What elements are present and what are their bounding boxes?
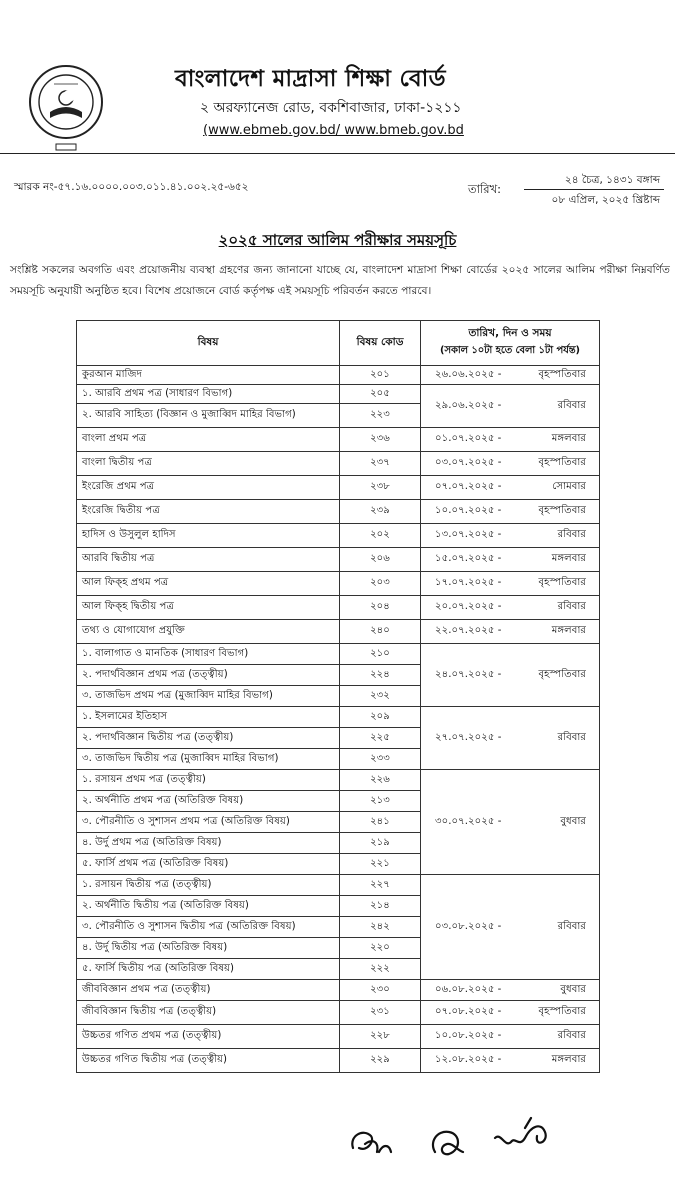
board-address: ২ অরফ্যানেজ রোড, বকশিবাজার, ঢাকা-১২১১ [200, 100, 462, 116]
table-row [77, 1025, 600, 1049]
header-divider [0, 153, 675, 154]
code-cell: ২০৯ [340, 707, 421, 728]
schedule-cell [421, 1001, 600, 1025]
signature-2 [433, 1132, 463, 1154]
table-row [77, 620, 600, 644]
signature-1 [352, 1133, 391, 1152]
exam-day: রবিবার [557, 601, 586, 612]
schedule-cell [421, 524, 600, 548]
subject-cell: ১. আরবি প্রথম পত্র (সাধারণ বিভাগ) [77, 385, 340, 404]
subject-cell: ৪. উর্দু প্রথম পত্র (অতিরিক্ত বিষয়) [77, 833, 340, 854]
exam-day: রবিবার [557, 529, 586, 540]
header-time: (সকাল ১০টা হতে বেলা ১টা পর্যন্ত) [440, 345, 580, 356]
exam-day: মঙ্গলবার [551, 625, 586, 636]
board-name: বাংলাদেশ মাদ্রাসা শিক্ষা বোর্ড [175, 66, 446, 92]
exam-date: ০৩.০৭.২০২৫ - [435, 457, 502, 468]
code-cell: ২০৫ [340, 385, 421, 404]
subject-cell: জীববিজ্ঞান প্রথম পত্র (তত্ত্বীয়) [77, 980, 340, 1001]
intro-paragraph: সংশ্লিষ্ট সকলের অবগতি এবং প্রয়োজনীয় ব্যবস্থা গ্রহণের জন্য জানানো যাচ্ছে যে, বাংলাদেশ মাদ্রাসা শিক্ষা বোর্ডের ২০২৫ সালের আলিম পরীক্ষা নিম্নবর্ণিত সময়সূচি অনুযায়ী অনুষ্ঠিত হবে। বিশেষ প্রয়োজনে বোর্ড কর্তৃপক্ষ এই সময়সূচি পরিবর্তন করতে পারবে। [10, 264, 670, 297]
exam-day: বুধবার [560, 983, 586, 995]
subject-cell: ১. রসায়ন দ্বিতীয় পত্র (তত্ত্বীয়) [77, 875, 340, 896]
schedule-cell [421, 572, 600, 596]
code-cell: ২২৫ [340, 728, 421, 749]
table-row [77, 980, 600, 1001]
exam-date: ০৭.০৭.২০২৫ - [435, 481, 502, 492]
code-cell: ২২৭ [340, 875, 421, 896]
table-row [77, 452, 600, 476]
exam-day: রবিবার [557, 399, 586, 411]
subject-cell: ইংরেজি প্রথম পত্র [77, 476, 340, 500]
table-header-row [77, 321, 600, 366]
date-divider [524, 189, 664, 190]
exam-date: ০৩.০৮.২০২৫ - [435, 920, 502, 932]
schedule-cell [421, 620, 600, 644]
subject-cell: উচ্চতর গণিত প্রথম পত্র (তত্ত্বীয়) [77, 1025, 340, 1049]
exam-day: রবিবার [557, 920, 586, 932]
date-english: ০৮ এপ্রিল, ২০২৫ খ্রিষ্টাব্দ [551, 194, 660, 206]
schedule-cell [421, 596, 600, 620]
exam-day: বৃহস্পতিবার [538, 457, 586, 468]
subject-cell: হাদিস ও উসুলুল হাদিস [77, 524, 340, 548]
schedule-cell [421, 644, 600, 707]
subject-cell: ১. রসায়ন প্রথম পত্র (তত্ত্বীয়) [77, 770, 340, 791]
code-cell: ২০১ [340, 366, 421, 385]
exam-date: ৩০.০৭.২০২৫ - [435, 815, 502, 827]
exam-date: ২২.০৭.২০২৫ - [435, 625, 502, 636]
subject-cell: আল ফিক্হ দ্বিতীয় পত্র [77, 596, 340, 620]
code-cell: ২৩২ [340, 686, 421, 707]
exam-date: ১০.০৭.২০২৫ - [435, 505, 502, 516]
table-row [77, 707, 600, 728]
table-row [77, 1001, 600, 1025]
table-row [77, 524, 600, 548]
subject-cell: আল ফিক্হ প্রথম পত্র [77, 572, 340, 596]
memo-number: স্মারক নং-৫৭.১৬.০০০০.০০৩.০১১.৪১.০০২.২৫-৬৫২ [14, 181, 249, 193]
subject-cell: ৩. পৌরনীতি ও সুশাসন দ্বিতীয় পত্র (অতিরিক্ত বিষয়) [77, 917, 340, 938]
subject-cell: ২. পদার্থবিজ্ঞান দ্বিতীয় পত্র (তত্ত্বীয়) [77, 728, 340, 749]
subject-cell: ২. অর্থনীতি দ্বিতীয় পত্র (অতিরিক্ত বিষয়) [77, 896, 340, 917]
code-cell: ২০৪ [340, 596, 421, 620]
exam-day: রবিবার [557, 731, 586, 743]
subject-cell: বাংলা দ্বিতীয় পত্র [77, 452, 340, 476]
code-cell: ২২৮ [340, 1025, 421, 1049]
table-row [77, 1049, 600, 1073]
subject-cell: ২. পদার্থবিজ্ঞান প্রথম পত্র (তত্ত্বীয়) [77, 665, 340, 686]
signatures [345, 1108, 565, 1168]
schedule-cell [421, 476, 600, 500]
board-websites[interactable]: (www.ebmeb.gov.bd/ www.bmeb.gov.bd [203, 123, 464, 138]
code-cell: ২৩১ [340, 1001, 421, 1025]
table-row [77, 596, 600, 620]
code-cell: ২২৬ [340, 770, 421, 791]
code-cell: ২৩৬ [340, 428, 421, 452]
exam-date: ১২.০৮.২০২৫ - [435, 1054, 502, 1065]
code-cell: ২২৪ [340, 665, 421, 686]
date-bangla: ২৪ চৈত্র, ১৪৩১ বঙ্গাব্দ [564, 174, 660, 186]
subject-cell: জীববিজ্ঞান দ্বিতীয় পত্র (তত্ত্বীয়) [77, 1001, 340, 1025]
code-cell: ২১০ [340, 644, 421, 665]
exam-day: বৃহস্পতিবার [538, 505, 586, 516]
table-row [77, 428, 600, 452]
schedule-cell [421, 500, 600, 524]
board-seal-logo-icon [26, 62, 106, 162]
exam-date: ২৯.০৬.২০২৫ - [435, 399, 502, 411]
date-label: তারিখ: [468, 182, 502, 196]
exam-date: ১৭.০৭.২০২৫ - [435, 577, 502, 588]
code-cell: ২২০ [340, 938, 421, 959]
code-cell: ২৪২ [340, 917, 421, 938]
subject-cell: উচ্চতর গণিত দ্বিতীয় পত্র (তত্ত্বীয়) [77, 1049, 340, 1073]
code-cell: ২০৩ [340, 572, 421, 596]
table-row [77, 385, 600, 404]
exam-day: মঙ্গলবার [551, 553, 586, 564]
schedule-body [77, 366, 600, 1073]
table-row [77, 476, 600, 500]
exam-day: রবিবার [557, 1030, 586, 1041]
exam-day: বুধবার [560, 815, 586, 827]
header-date [421, 321, 600, 366]
subject-cell: ২. আরবি সাহিত্য (বিজ্ঞান ও মুজাব্বিদ মাহির বিভাগ) [77, 404, 340, 428]
code-cell: ২৪১ [340, 812, 421, 833]
exam-date: ০১.০৭.২০২৫ - [435, 433, 502, 444]
code-cell: ২৩৩ [340, 749, 421, 770]
table-row [77, 572, 600, 596]
subject-cell: কুরআন মাজিদ [77, 366, 340, 385]
code-cell: ২২৯ [340, 1049, 421, 1073]
code-cell: ২২২ [340, 959, 421, 980]
subject-cell: ৩. তাজভিদ দ্বিতীয় পত্র (মুজাব্বিদ মাহির বিভাগ) [77, 749, 340, 770]
code-cell: ২৩৮ [340, 476, 421, 500]
exam-date: ২৪.০৭.২০২৫ - [435, 668, 502, 680]
code-cell: ২৩৯ [340, 500, 421, 524]
subject-cell: আরবি দ্বিতীয় পত্র [77, 548, 340, 572]
schedule-cell [421, 548, 600, 572]
schedule-cell [421, 428, 600, 452]
code-cell: ২৪০ [340, 620, 421, 644]
exam-date: ০৭.০৮.২০২৫ - [435, 1006, 502, 1017]
schedule-cell [421, 875, 600, 980]
code-cell: ২৩০ [340, 980, 421, 1001]
table-row [77, 875, 600, 896]
code-cell: ২০৬ [340, 548, 421, 572]
schedule-cell [421, 980, 600, 1001]
exam-date: ১৫.০৭.২০২৫ - [435, 553, 502, 564]
subject-cell: ১. ইসলামের ইতিহাস [77, 707, 340, 728]
code-cell: ২০২ [340, 524, 421, 548]
exam-day: সোমবার [552, 481, 586, 492]
signature-3 [495, 1118, 546, 1143]
exam-date: ২৭.০৭.২০২৫ - [435, 731, 502, 743]
subject-cell: ৩. পৌরনীতি ও সুশাসন প্রথম পত্র (অতিরিক্ত বিষয়) [77, 812, 340, 833]
header-code: বিষয় কোড [340, 321, 421, 366]
subject-cell: ৫. ফার্সি প্রথম পত্র (অতিরিক্ত বিষয়) [77, 854, 340, 875]
subject-cell: ১. বালাগাত ও মানতিক (সাধারণ বিভাগ) [77, 644, 340, 665]
code-cell: ২২১ [340, 854, 421, 875]
exam-date: ২০.০৭.২০২৫ - [435, 601, 502, 612]
code-cell: ২২৩ [340, 404, 421, 428]
exam-date: ২৬.০৬.২০২৫ - [435, 368, 502, 380]
exam-day: বৃহস্পতিবার [538, 368, 586, 380]
subject-cell: ২. অর্থনীতি প্রথম পত্র (অতিরিক্ত বিষয়) [77, 791, 340, 812]
exam-date: ১৩.০৭.২০২৫ - [435, 529, 502, 540]
subject-cell: বাংলা প্রথম পত্র [77, 428, 340, 452]
subject-cell: তথ্য ও যোগাযোগ প্রযুক্তি [77, 620, 340, 644]
subject-cell: ৩. তাজভিদ প্রথম পত্র (মুজাব্বিদ মাহির বিভাগ) [77, 686, 340, 707]
schedule-cell [421, 366, 600, 385]
subject-cell: ৫. ফার্সি দ্বিতীয় পত্র (অতিরিক্ত বিষয়) [77, 959, 340, 980]
subject-cell: ইংরেজি দ্বিতীয় পত্র [77, 500, 340, 524]
exam-schedule-table [76, 320, 600, 1073]
table-row [77, 644, 600, 665]
schedule-cell [421, 707, 600, 770]
table-row [77, 366, 600, 385]
header-date-label: তারিখ, দিন ও সময় [468, 327, 552, 339]
table-row [77, 770, 600, 791]
exam-day: মঙ্গলবার [551, 1054, 586, 1065]
schedule-cell [421, 452, 600, 476]
schedule-cell [421, 1049, 600, 1073]
subject-cell: ৪. উর্দু দ্বিতীয় পত্র (অতিরিক্ত বিষয়) [77, 938, 340, 959]
exam-date: ১০.০৮.২০২৫ - [435, 1030, 502, 1041]
schedule-cell [421, 1025, 600, 1049]
schedule-cell [421, 770, 600, 875]
code-cell: ২১৩ [340, 791, 421, 812]
table-row [77, 548, 600, 572]
page-title: ২০২৫ সালের আলিম পরীক্ষার সময়সূচি [218, 231, 457, 249]
header-subject: বিষয় [77, 321, 340, 366]
exam-day: বৃহস্পতিবার [538, 1006, 586, 1017]
exam-day: বৃহস্পতিবার [538, 668, 586, 680]
exam-date: ০৬.০৮.২০২৫ - [435, 983, 502, 995]
code-cell: ২১৪ [340, 896, 421, 917]
table-row [77, 500, 600, 524]
exam-day: বৃহস্পতিবার [538, 577, 586, 588]
schedule-cell [421, 385, 600, 428]
code-cell: ২৩৭ [340, 452, 421, 476]
exam-day: মঙ্গলবার [551, 433, 586, 444]
code-cell: ২১৯ [340, 833, 421, 854]
